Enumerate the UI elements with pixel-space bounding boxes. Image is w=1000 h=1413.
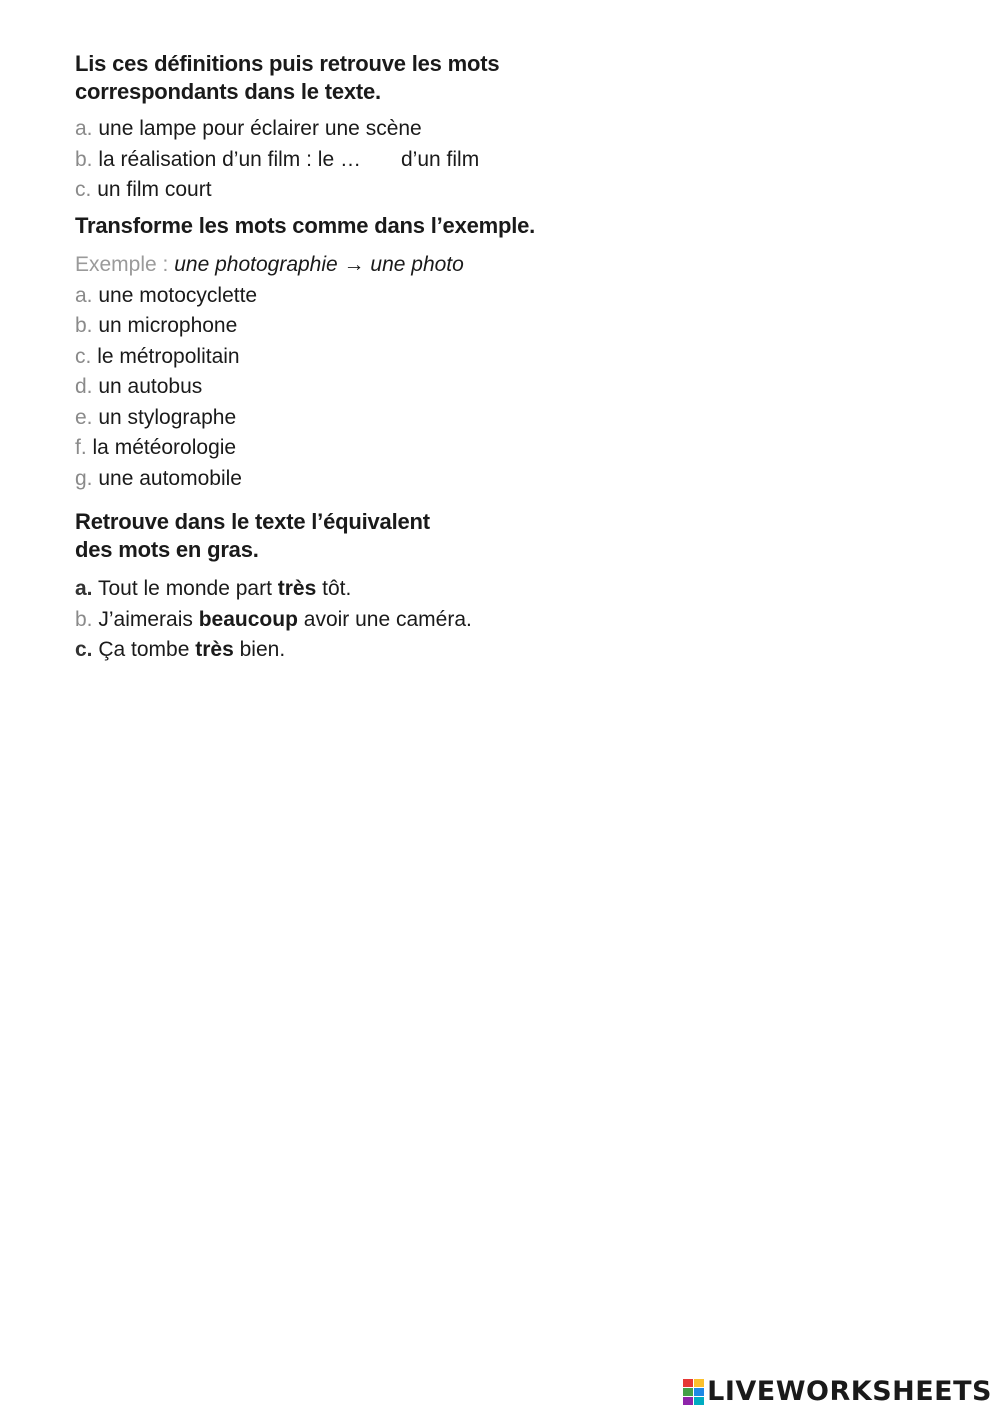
item-marker: a. — [75, 117, 93, 140]
arrow-icon: → — [343, 253, 365, 276]
item-text: un microphone — [98, 314, 238, 337]
item-text: un autobus — [98, 375, 203, 398]
item-text: le métropolitain — [97, 344, 240, 368]
item-marker: b. — [75, 147, 93, 171]
list-item — [75, 433, 535, 464]
item-marker: c. — [75, 638, 93, 661]
item-marker: e. — [75, 405, 93, 429]
section-definitions — [75, 50, 499, 206]
section-heading: Transforme les mots comme dans l’exemple. — [75, 213, 536, 238]
item-text: la météorologie — [92, 436, 237, 459]
section-equivalents — [75, 508, 472, 666]
list-item — [75, 145, 499, 176]
list-item — [75, 464, 535, 495]
bold-word: très — [195, 638, 234, 661]
list-item: c. Ça tombe très bien. — [75, 638, 286, 661]
item-text-after: d’un film — [400, 147, 480, 171]
bold-word: très — [277, 577, 317, 600]
list-item — [75, 342, 535, 373]
item-marker: a. — [75, 577, 93, 600]
list-item — [75, 114, 499, 145]
item-text: une automobile — [98, 466, 242, 490]
item-marker: b. — [75, 314, 93, 337]
example-label: Exemple : — [75, 253, 169, 276]
section-heading: Lis ces définitions puis retrouve les mots correspondants dans le texte. — [75, 51, 500, 104]
section-transform — [75, 212, 535, 494]
example-to: une photo — [370, 253, 464, 276]
logo-text: LIVEWORKSHEETS — [707, 1376, 992, 1407]
list-item — [75, 372, 535, 403]
example-from: une photographie — [174, 253, 338, 276]
bold-word: beaucoup — [198, 607, 298, 631]
item-marker: c. — [75, 178, 92, 201]
item-text: un film court — [97, 178, 212, 201]
item-text: une motocyclette — [98, 283, 258, 307]
item-marker: b. — [75, 607, 93, 631]
item-text: un stylographe — [98, 405, 237, 429]
section-heading: Retrouve dans le texte l’équivalent des mots en gras. — [75, 509, 430, 562]
item-text: une lampe pour éclairer une scène — [98, 117, 422, 140]
item-marker: d. — [75, 375, 93, 398]
item-text: la réalisation d’un film : le … — [98, 147, 361, 171]
list-item: b. J’aimerais beaucoup avoir une caméra. — [75, 607, 472, 631]
item-marker: g. — [75, 466, 93, 490]
item-marker: f. — [75, 436, 87, 459]
list-item — [75, 281, 535, 312]
item-marker: a. — [75, 283, 93, 307]
liveworksheets-logo — [683, 1376, 992, 1407]
item-marker: c. — [75, 344, 92, 368]
list-item — [75, 403, 535, 434]
list-item: a. Tout le monde part très tôt. — [75, 577, 352, 600]
list-item — [75, 311, 535, 342]
example-line — [75, 250, 535, 281]
list-item — [75, 175, 499, 206]
logo-icon — [683, 1379, 704, 1405]
